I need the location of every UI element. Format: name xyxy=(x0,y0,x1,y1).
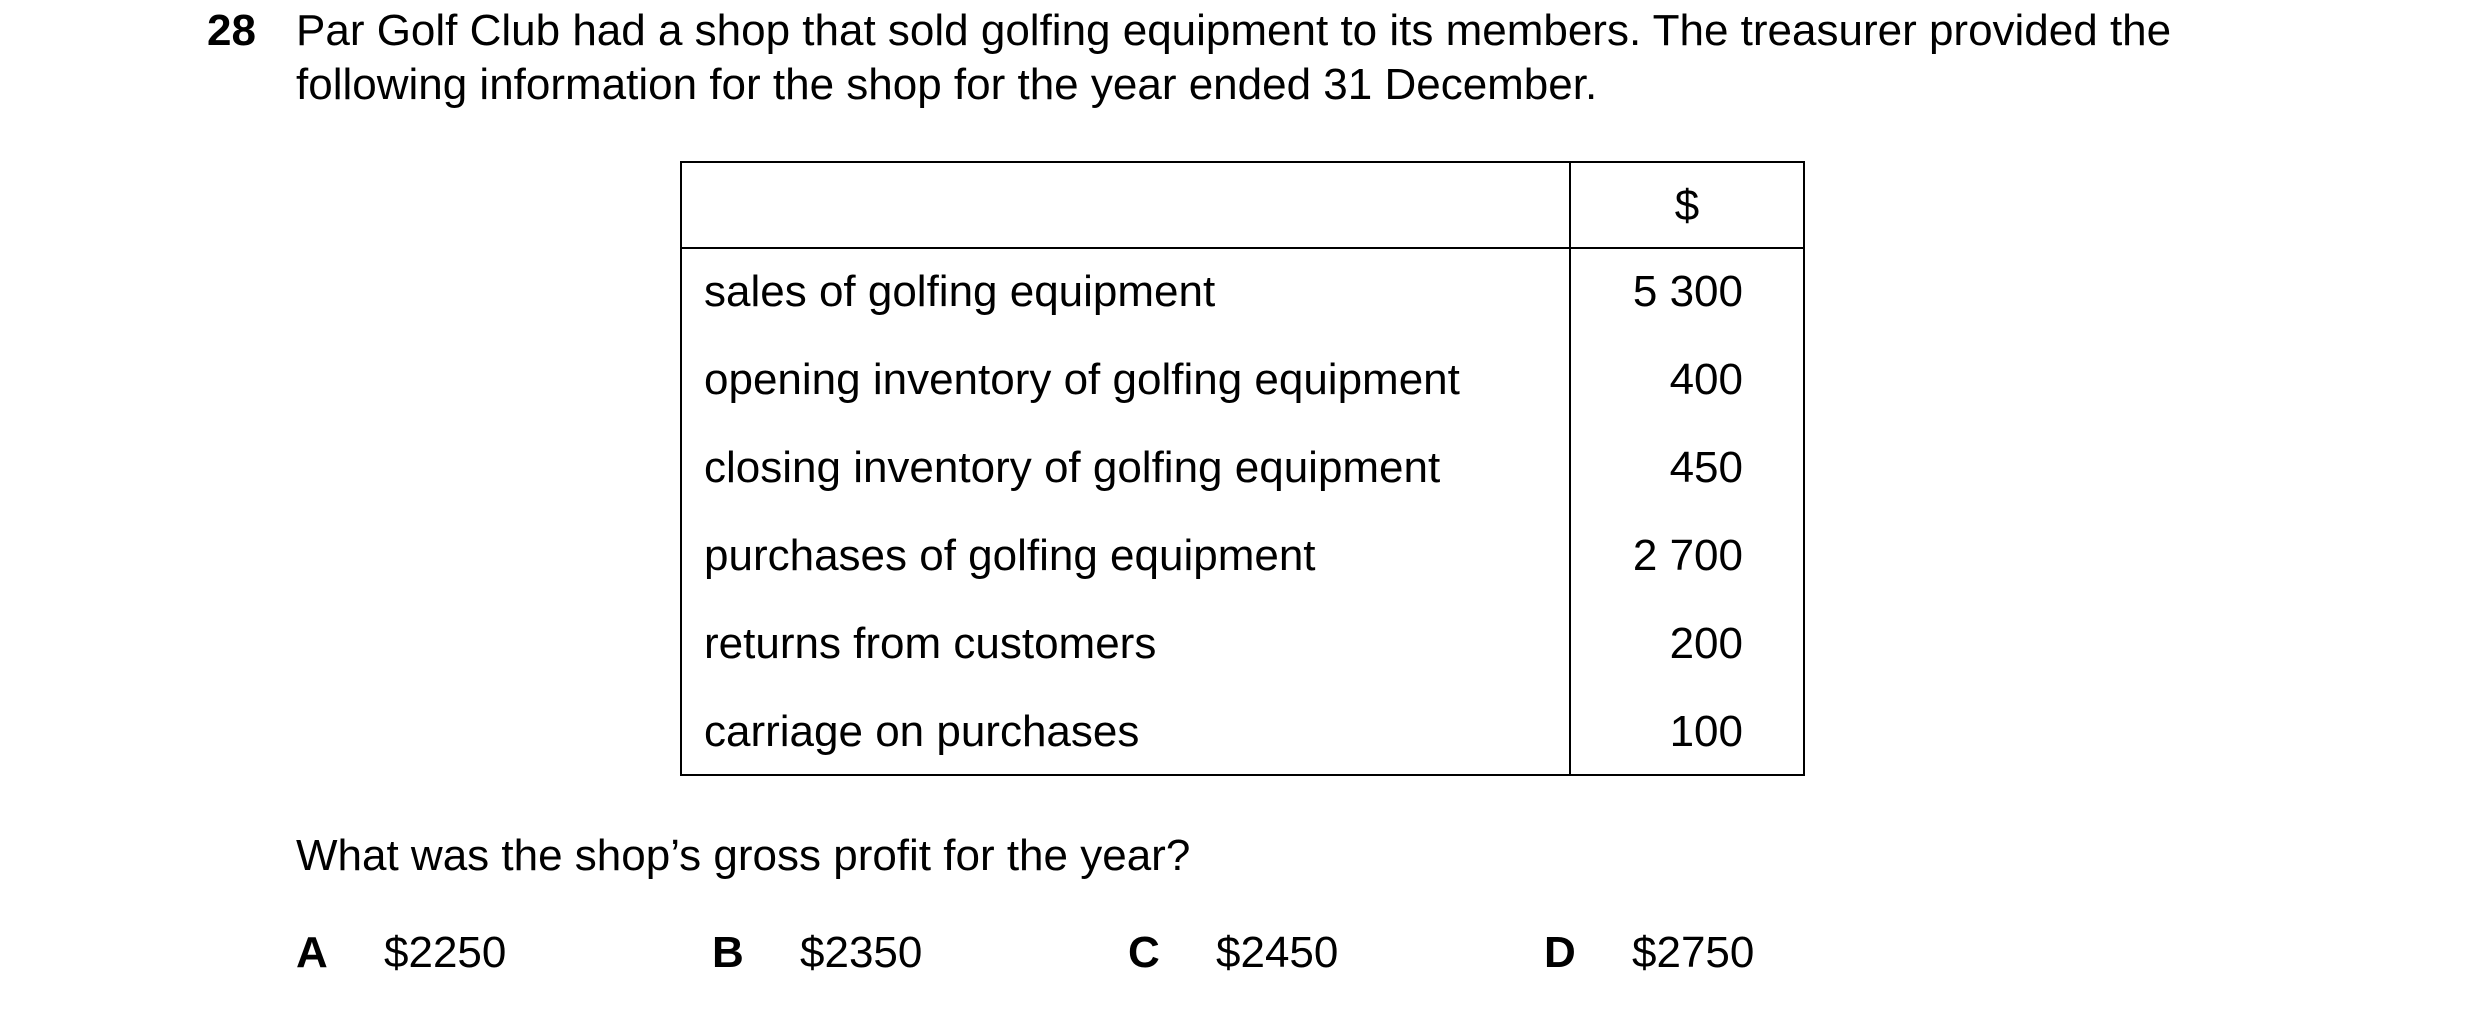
row-item: closing inventory of golfing equipment xyxy=(704,443,1441,492)
row-amount: 100 xyxy=(1669,707,1743,756)
row-item: purchases of golfing equipment xyxy=(704,531,1316,580)
stem-line: following information for the shop for the year ended 31 December. xyxy=(296,60,1598,109)
question-number: 28 xyxy=(207,6,256,55)
option-value: $2250 xyxy=(384,928,507,977)
row-amount: 450 xyxy=(1669,443,1743,492)
table-row xyxy=(682,337,1803,425)
stem-line: Par Golf Club had a shop that sold golfing equipment to its members. The treasurer provided the xyxy=(296,6,2172,55)
row-amount: 5 300 xyxy=(1632,267,1743,316)
currency-header: $ xyxy=(1674,181,1700,230)
table-row xyxy=(682,249,1803,337)
option-letter: B xyxy=(712,928,744,977)
table-row xyxy=(682,425,1803,513)
row-item: returns from customers xyxy=(704,619,1157,668)
table-row xyxy=(682,601,1803,689)
table-row xyxy=(682,689,1803,777)
row-item: sales of golfing equipment xyxy=(704,267,1216,316)
option-value: $2350 xyxy=(800,928,923,977)
option-value: $2450 xyxy=(1216,928,1339,977)
table-row xyxy=(682,513,1803,601)
row-amount: 200 xyxy=(1669,619,1743,668)
option-letter: D xyxy=(1544,928,1576,977)
row-item: carriage on purchases xyxy=(704,707,1140,756)
question-prompt: What was the shop’s gross profit for the year? xyxy=(296,831,1191,880)
option-a[interactable] xyxy=(296,926,506,980)
row-amount: 2 700 xyxy=(1632,531,1743,580)
option-letter: A xyxy=(296,928,328,977)
option-c[interactable] xyxy=(1128,926,1338,980)
option-letter: C xyxy=(1128,928,1160,977)
option-d[interactable] xyxy=(1544,926,1754,980)
option-b[interactable] xyxy=(712,926,922,980)
row-amount: 400 xyxy=(1669,355,1743,404)
data-table xyxy=(680,161,1805,776)
option-value: $2750 xyxy=(1632,928,1755,977)
question-stem xyxy=(296,4,2426,112)
row-item: opening inventory of golfing equipment xyxy=(704,355,1460,404)
